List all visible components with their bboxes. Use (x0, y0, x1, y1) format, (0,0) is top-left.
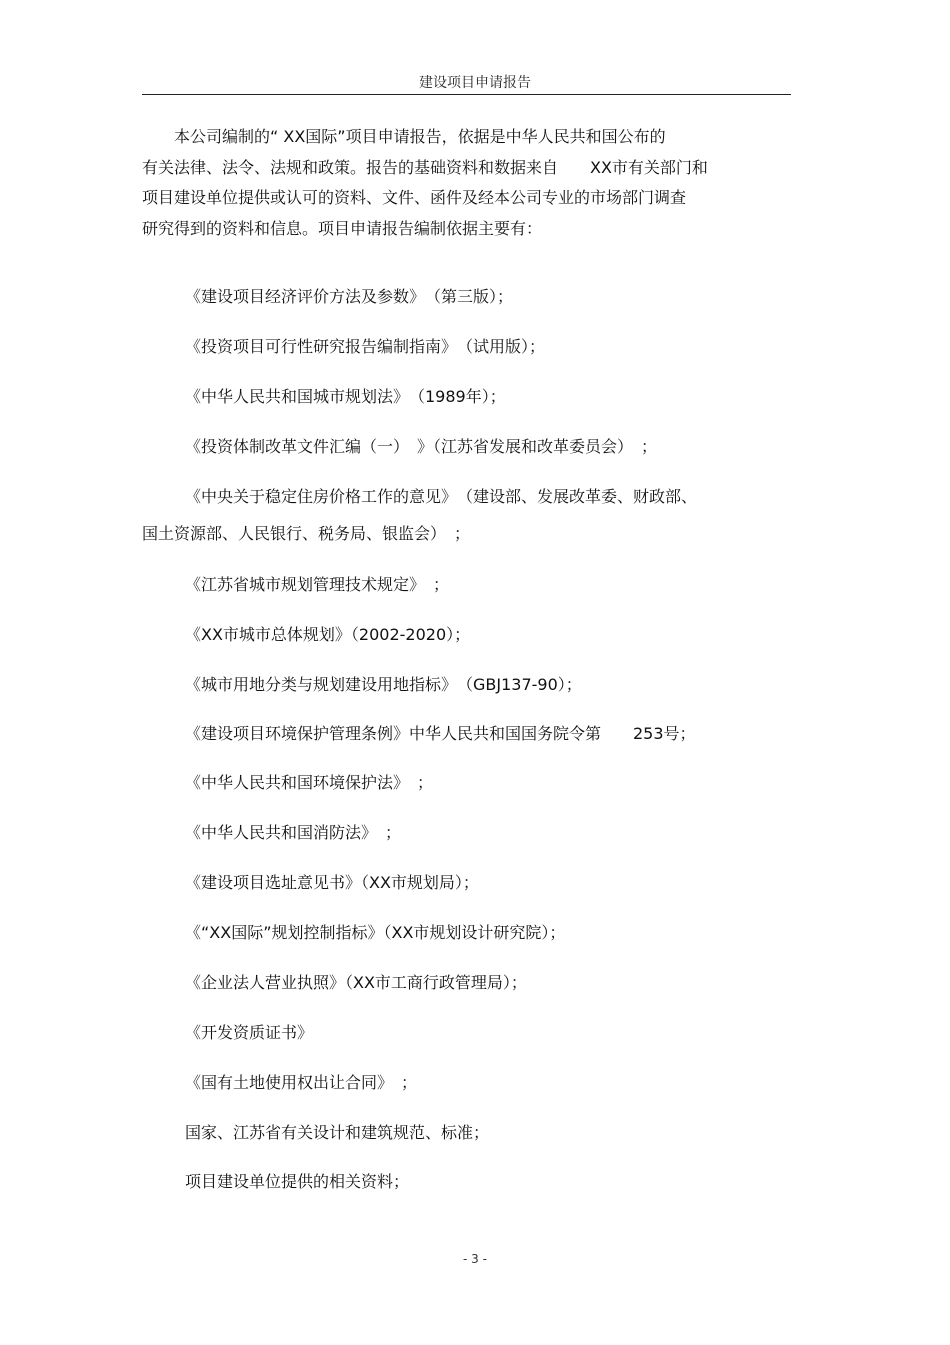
reference-item: 《建设项目环境保护管理条例》中华人民共和国国务院令第 253号； (185, 724, 696, 743)
reference-item: 《建设项目经济评价方法及参数》 （第三版）； (185, 287, 514, 306)
intro-paragraph: 本公司编制的“ XX国际”项目申请报告，依据是中华人民共和国公布的 有关法律、法令、法规和政策。报告的基础资料和数据来自 XX市有关部门和 项目建设单位提供或认可的资料、文件、函件及经本公司专业的市场部门调查 研究得到的资料和信息。项目申请报告编制依据主要有： (142, 127, 708, 238)
reference-item: 《城市用地分类与规划建设用地指标》 （GBJ137-90）； (185, 675, 582, 694)
reference-item: 《“XX国际”规划控制指标》（XX市规划设计研究院）； (185, 923, 566, 942)
reference-item: 国家、江苏省有关设计和建筑规范、标准； (185, 1123, 490, 1142)
reference-item: 《国有土地使用权出让合同》 ； (185, 1073, 418, 1092)
running-header-title: 建设项目申请报告 (419, 75, 531, 91)
reference-item: 《投资项目可行性研究报告编制指南》 （试用版）； (185, 337, 546, 356)
reference-item: 《开发资质证书》 (185, 1023, 314, 1042)
reference-item: 《中央关于稳定住房价格工作的意见》 （建设部、发展改革委、财政部、 国土资源部、人民银行、税务局、银监会） ； (142, 487, 698, 543)
reference-item: 《中华人民共和国环境保护法》 ； (185, 773, 434, 792)
reference-item: 项目建设单位提供的相关资料； (185, 1172, 410, 1191)
reference-item: 《XX市城市总体规划》（2002-2020）； (185, 625, 471, 644)
reference-item: 《江苏省城市规划管理技术规定》 ； (185, 575, 450, 594)
header-divider (142, 94, 791, 95)
page-number: - 3 - (463, 1252, 487, 1266)
reference-item: 《中华人民共和国城市规划法》 （1989年）； (185, 387, 506, 406)
reference-item: 《中华人民共和国消防法》 ； (185, 823, 402, 842)
reference-item: 《建设项目选址意见书》（XX市规划局）； (185, 873, 479, 892)
reference-item: 《投资体制改革文件汇编（一） 》（江苏省发展和改革委员会） ； (185, 437, 658, 456)
reference-item: 《企业法人营业执照》（XX市工商行政管理局）； (185, 973, 527, 992)
